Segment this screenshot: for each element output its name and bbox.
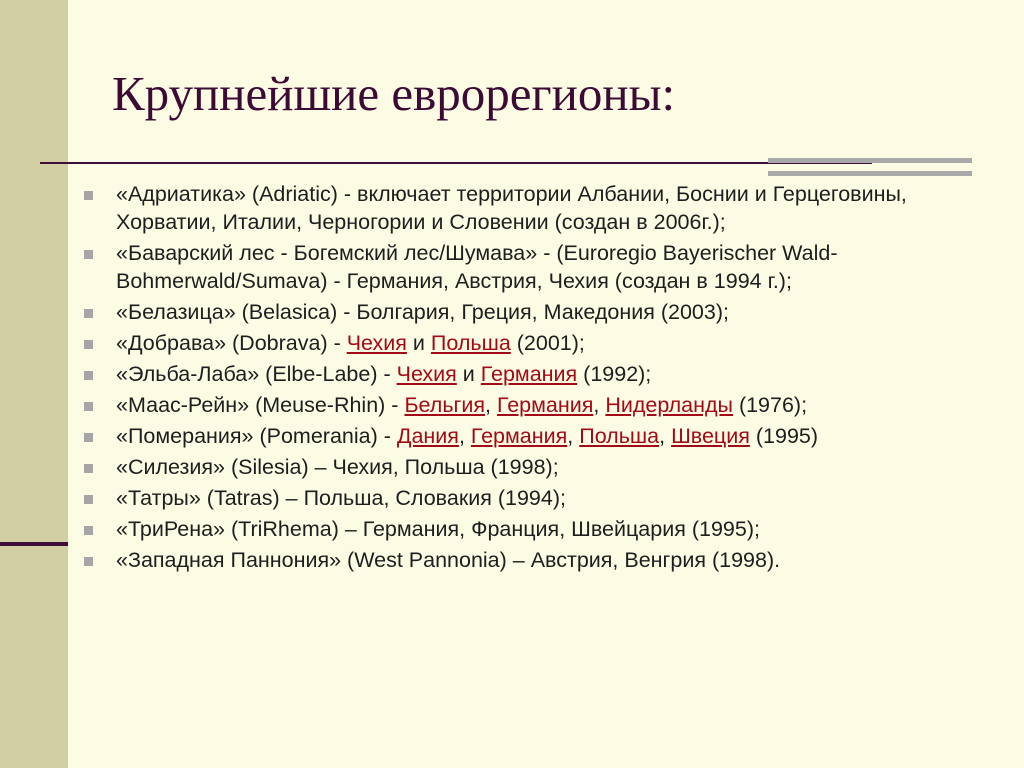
square-bullet-icon [84, 495, 93, 504]
left-decorative-band [0, 0, 68, 768]
item-text: (1976); [732, 393, 808, 417]
country-link[interactable]: Польша [430, 331, 511, 355]
item-text: «Западная Паннония» (West Pannonia) – Австрия, Венгрия (1998). [116, 548, 781, 572]
item-text: (1995) [749, 424, 819, 448]
square-bullet-icon [84, 340, 93, 349]
square-bullet-icon [84, 433, 93, 442]
item-text: , [567, 424, 580, 448]
decorative-grey-bar-top [768, 158, 972, 163]
title-underline [40, 162, 872, 164]
item-text: и [406, 331, 431, 355]
item-text: «Белазица» (Belasica) - Болгария, Греция, Македония (2003); [116, 300, 729, 324]
country-link[interactable]: Германия [470, 424, 568, 448]
decorative-grey-bar-bottom [768, 171, 972, 176]
country-link[interactable]: Чехия [346, 331, 407, 355]
square-bullet-icon [84, 402, 93, 411]
country-link[interactable]: Чехия [396, 362, 457, 386]
item-text: «Баварский лес - Богемский лес/Шумава» - (Euroregio Bayerischer Wald-Bohmerwald/Sumava) - Германия, Австрия, Чехия (создан в 1994 г.); [116, 241, 838, 293]
item-text: (2001); [510, 331, 585, 355]
list-item [84, 422, 989, 450]
item-text: «Силезия» (Silesia) – Чехия, Польша (1998); [116, 455, 559, 479]
list-item [84, 329, 989, 357]
country-link[interactable]: Швеция [671, 424, 750, 448]
list-item [84, 360, 989, 388]
square-bullet-icon [84, 371, 93, 380]
country-link[interactable]: Германия [496, 393, 594, 417]
item-text: , [659, 424, 672, 448]
item-text: , [458, 424, 471, 448]
square-bullet-icon [84, 191, 93, 200]
item-text: «Померания» (Pomerania) - [116, 424, 397, 448]
left-accent-rule [0, 542, 68, 546]
item-text: «ТриРена» (TriRhema) – Германия, Франция, Швейцария (1995); [116, 517, 760, 541]
square-bullet-icon [84, 250, 93, 259]
square-bullet-icon [84, 309, 93, 318]
list-item [84, 239, 989, 295]
item-text: «Адриатика» (Adriatic) - включает территории Албании, Боснии и Герцеговины, Хорватии, Италии, Черногории и Словении (создан в 2006г.); [116, 182, 907, 234]
item-text: «Добрава» (Dobrava) - [116, 331, 347, 355]
item-text: «Маас-Рейн» (Meuse-Rhin) - [116, 393, 405, 417]
item-text: «Эльба-Лаба» (Elbe-Labe) - [116, 362, 397, 386]
country-link[interactable]: Нидерланды [605, 393, 733, 417]
country-link[interactable]: Германия [480, 362, 578, 386]
item-text: «Татры» (Tatras) – Польша, Словакия (1994); [116, 486, 566, 510]
square-bullet-icon [84, 464, 93, 473]
list-item [84, 515, 989, 543]
country-link[interactable]: Польша [579, 424, 660, 448]
item-text: , [593, 393, 606, 417]
square-bullet-icon [84, 557, 93, 566]
list-item [84, 484, 989, 512]
list-item [84, 391, 989, 419]
item-text: и [456, 362, 481, 386]
list-item [84, 546, 989, 574]
square-bullet-icon [84, 526, 93, 535]
list-item [84, 298, 989, 326]
list-item [84, 180, 989, 236]
slide-title: Крупнейшие еврорегионы: [112, 66, 676, 121]
item-text: , [485, 393, 497, 417]
item-text: (1992); [577, 362, 652, 386]
country-link[interactable]: Бельгия [404, 393, 486, 417]
country-link[interactable]: Дания [396, 424, 459, 448]
euroregion-list [84, 180, 989, 577]
list-item [84, 453, 989, 481]
